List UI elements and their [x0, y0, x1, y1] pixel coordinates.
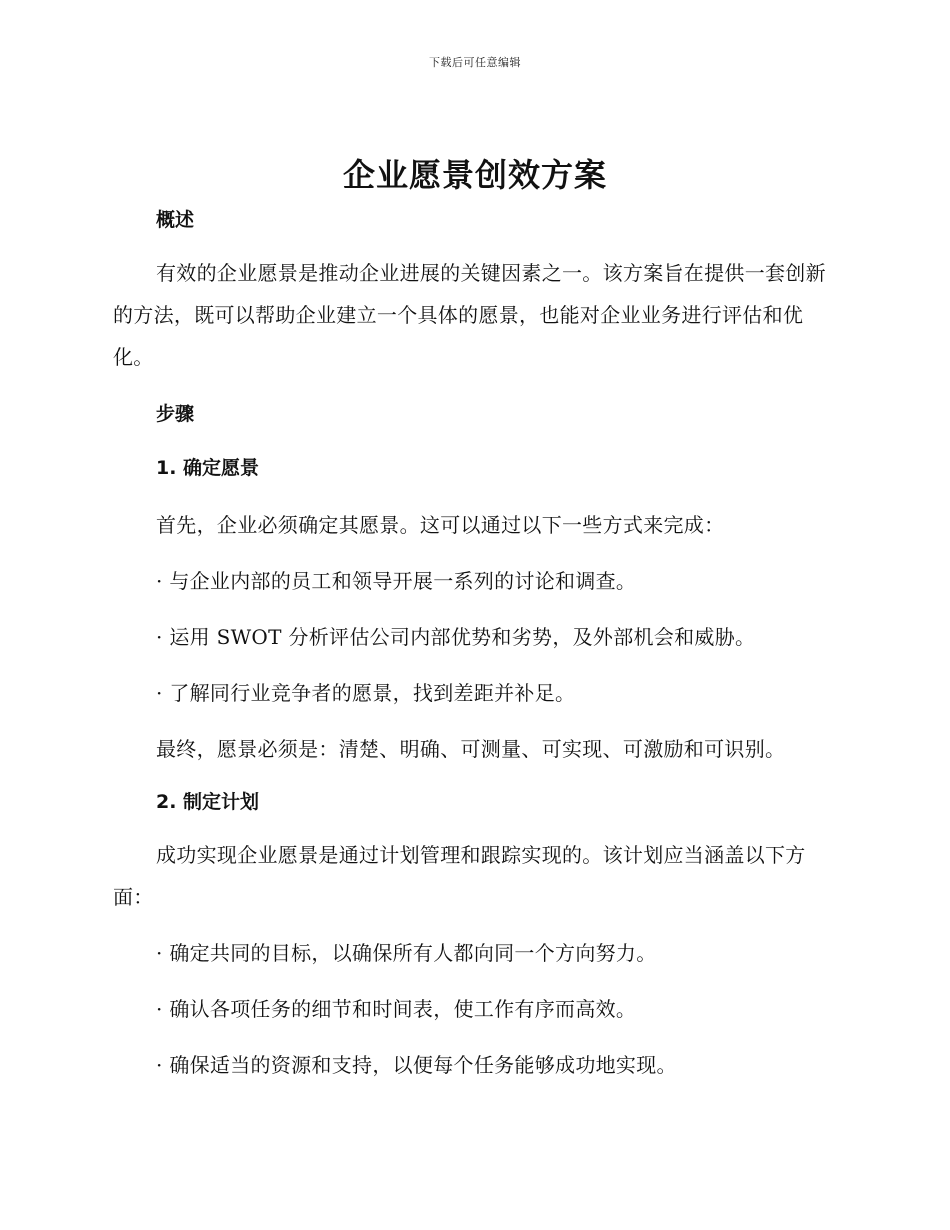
page-header-note: 下载后可任意编辑 — [429, 56, 521, 69]
step1-heading: 1. 确定愿景 — [156, 457, 260, 479]
step1-bullet-1: · 与企业内部的员工和领导开展一系列的讨论和调查。 — [156, 569, 637, 593]
step2-bullet-3: · 确保适当的资源和支持，以便每个任务能够成功地实现。 — [156, 1053, 677, 1077]
document-body — [113, 202, 833, 1086]
steps-heading: 步骤 — [156, 403, 195, 425]
step2-heading: 2. 制定计划 — [156, 791, 260, 813]
step1-intro: 首先，企业必须确定其愿景。这可以通过以下一些方式来完成： — [156, 513, 725, 537]
step1-bullet-3: · 了解同行业竞争者的愿景，找到差距并补足。 — [156, 681, 576, 705]
overview-paragraph: 有效的企业愿景是推动企业进展的关键因素之一。该方案旨在提供一套创新的方法，既可以帮助企业建立一个具体的愿景，也能对企业业务进行评估和优化。 — [113, 261, 826, 369]
overview-heading: 概述 — [156, 209, 195, 231]
step2-bullet-1: · 确定共同的目标，以确保所有人都向同一个方向努力。 — [156, 941, 657, 965]
step1-bullet-2: · 运用 SWOT 分析评估公司内部优势和劣势，及外部机会和威胁。 — [156, 625, 756, 649]
step1-conclusion: 最终，愿景必须是：清楚、明确、可测量、可实现、可激励和可识别。 — [156, 737, 786, 761]
document-title: 企业愿景创效方案 — [342, 156, 607, 194]
step2-bullet-2: · 确认各项任务的细节和时间表，使工作有序而高效。 — [156, 997, 637, 1021]
step2-intro: 成功实现企业愿景是通过计划管理和跟踪实现的。该计划应当涵盖以下方面： — [113, 843, 806, 909]
